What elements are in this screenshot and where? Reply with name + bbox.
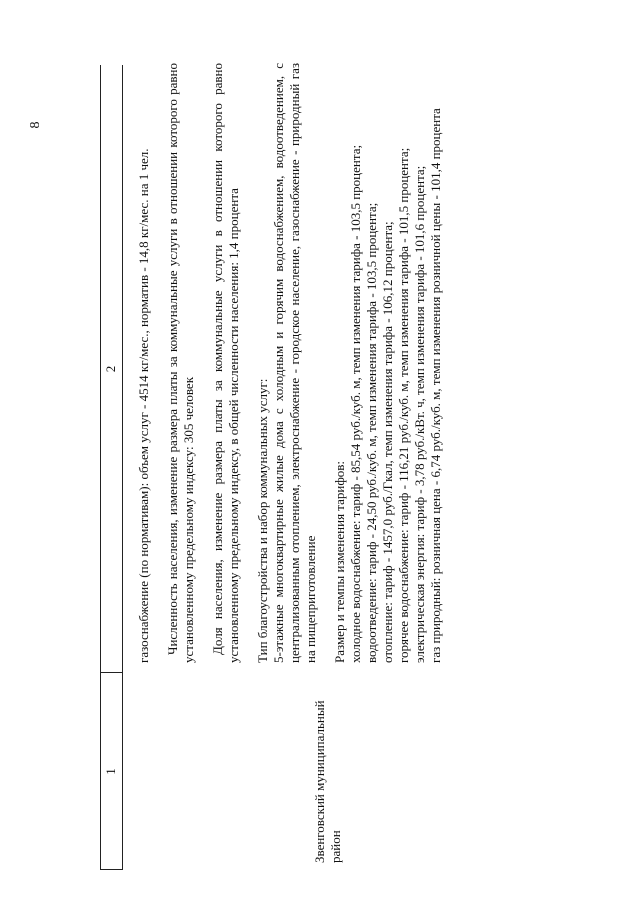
population-share: Доля населения, изменение размера платы за коммунальные услуги в отношении которого равно установленному предельному индексу, в общей численности населения: 1,4 процента	[210, 63, 241, 663]
population-count: Численность населения, изменение размера платы за коммунальные услуги в отношении которого равно установленному предельному индексу: 305 человек	[165, 63, 196, 663]
district-details	[136, 63, 457, 663]
tariff-item: горячее водоснабжение: тариф - 116,21 руб./куб. м, темп изменения тарифа - 101,5 процента;	[396, 147, 411, 663]
improvement-text: 5-этажные многоквартирные жилые дома с холодным и горячим водоснабжением, водоотведением, с централизованным отоплением, электроснабжение - городское население, газоснабжение - природный газ на пищеприготовление	[271, 63, 318, 663]
tariff-item: холодное водоснабжение: тариф - 85,54 руб./куб. м, темп изменения тарифа - 103,5 процента;	[348, 144, 363, 663]
table-header-border	[122, 65, 123, 870]
column-header-2: 2	[103, 365, 118, 373]
tariff-item: отопление: тариф - 1457,0 руб./Гкал, темп изменения тарифа - 106,12 процента;	[380, 221, 395, 663]
tariffs-title: Размер и темпы изменения тарифов:	[332, 460, 347, 663]
improvement-block	[255, 63, 319, 663]
tariffs-block	[332, 63, 444, 663]
improvement-title: Тип благоустройства и набор коммунальных услуг:	[255, 378, 270, 663]
page-number: 8	[28, 121, 43, 129]
tariff-item: электрическая энергия: тариф - 3,78 руб./кВт. ч, темп изменения тарифа - 101,6 процента;	[412, 165, 427, 663]
column-header-1: 1	[103, 768, 118, 775]
tariff-item: газ природный: розничная цена - 6,74 руб./куб. м, темп изменения розничной цены - 101,4 процента	[428, 108, 443, 663]
tariff-item: водоотведение: тариф - 24,50 руб./куб. м, темп изменения тарифа - 103,5 процента;	[364, 202, 379, 663]
gas-supply-intro: газоснабжение (по нормативам): объем услуг - 4514 кг/мес., норматив - 14,8 кг/мес. на 1 чел.	[136, 148, 151, 663]
district-name: Звенговский муниципальный район	[312, 700, 343, 863]
